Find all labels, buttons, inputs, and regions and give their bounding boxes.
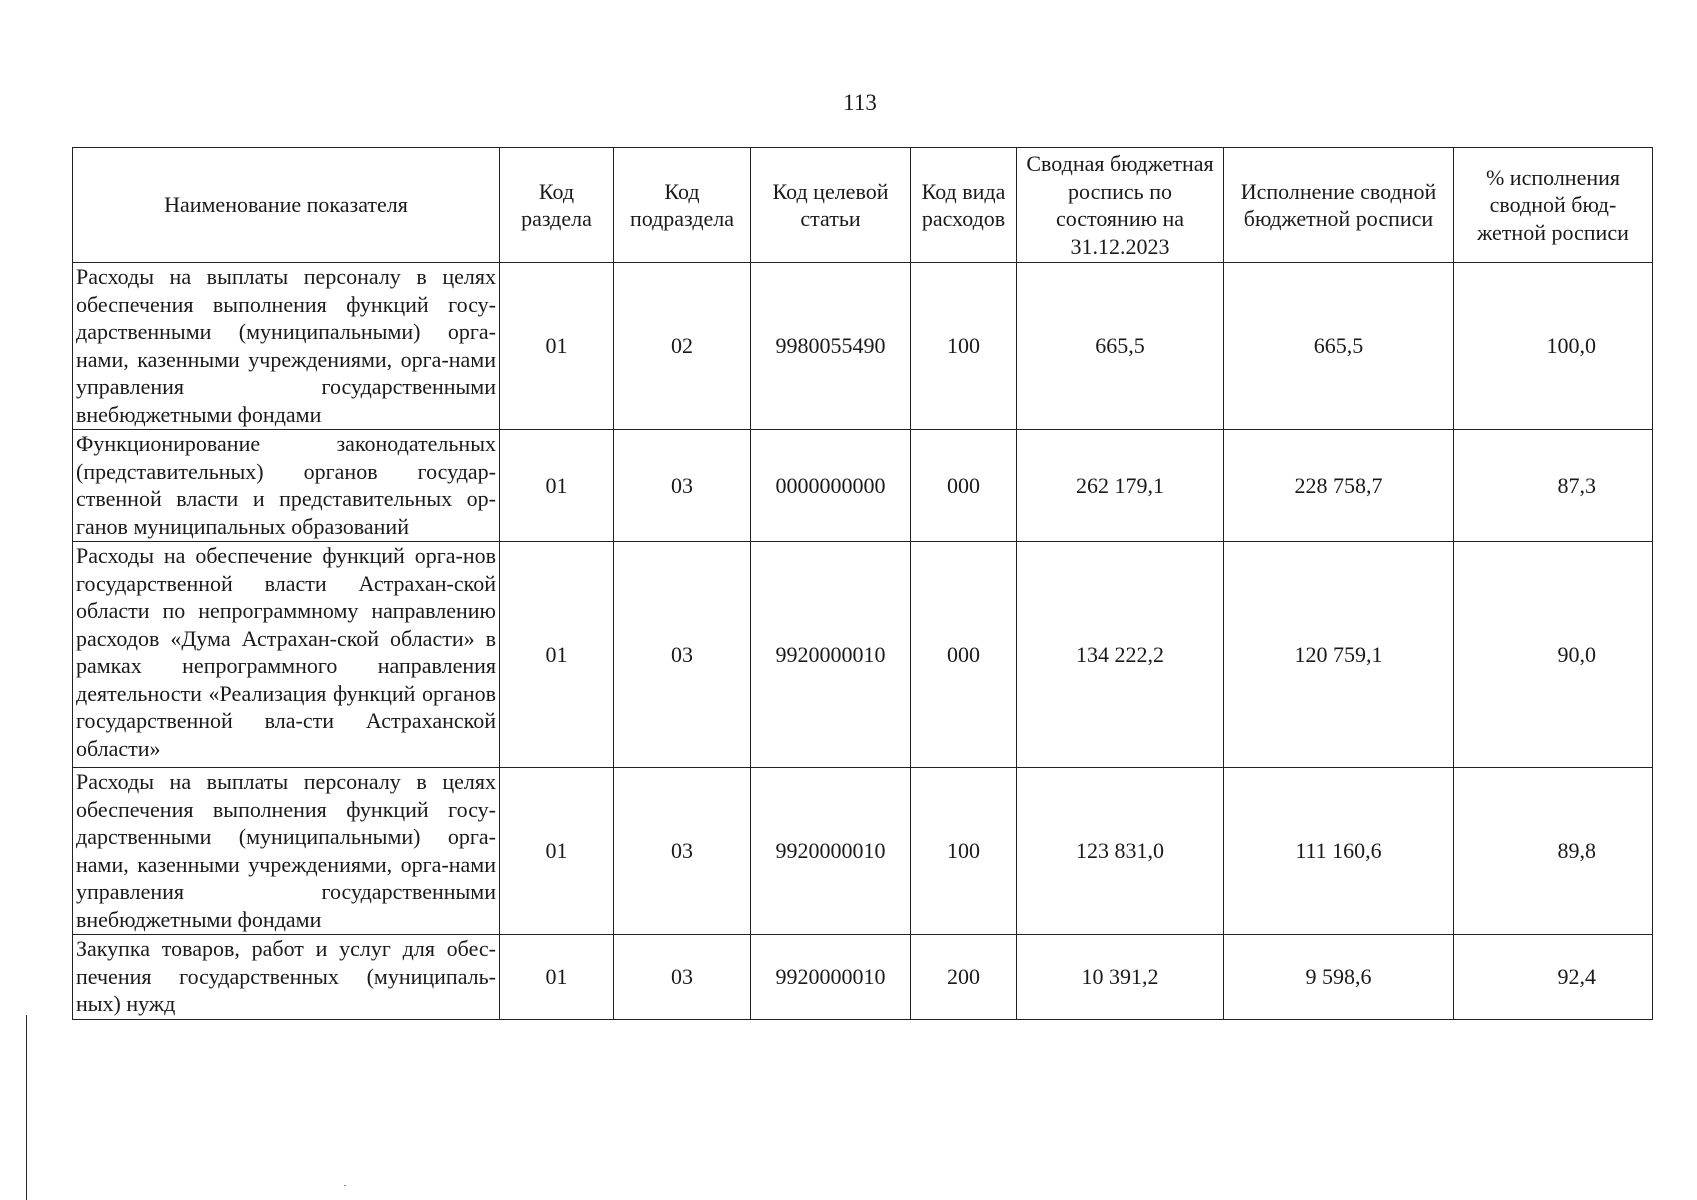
cell-cel-statya: 9920000010: [751, 768, 911, 935]
header-procent: % исполнения сводной бюд-жетной росписи: [1454, 148, 1653, 263]
scan-edge-line: [26, 1015, 27, 1200]
cell-ispolnenie: 120 759,1: [1224, 542, 1454, 768]
header-ispolnenie: Исполнение сводной бюджетной росписи: [1224, 148, 1454, 263]
cell-cel-statya: 0000000000: [751, 430, 911, 542]
header-svodnaya: Сводная бюджетная роспись по состоянию на 31.12.2023: [1017, 148, 1224, 263]
cell-ispolnenie: 228 758,7: [1224, 430, 1454, 542]
scan-speck: [344, 1185, 346, 1186]
header-podrazdel: Код подраздела: [614, 148, 751, 263]
cell-cel-statya: 9920000010: [751, 935, 911, 1020]
cell-vid-rashodov: 100: [911, 263, 1017, 430]
cell-vid-rashodov: 000: [911, 542, 1017, 768]
cell-podrazdel: 03: [614, 542, 751, 768]
cell-razdel: 01: [500, 430, 614, 542]
cell-vid-rashodov: 000: [911, 430, 1017, 542]
cell-ispolnenie: 111 160,6: [1224, 768, 1454, 935]
cell-name: Расходы на выплаты персоналу в целях обеспечения выполнения функций госу-дарственными (муниципальными) орга-нами, казенными учреждениями, орга-нами управления государственными внебюджетными фондами: [73, 263, 500, 430]
cell-procent: 92,4: [1454, 935, 1653, 1020]
cell-podrazdel: 03: [614, 935, 751, 1020]
cell-podrazdel: 02: [614, 263, 751, 430]
cell-razdel: 01: [500, 263, 614, 430]
cell-vid-rashodov: 100: [911, 768, 1017, 935]
cell-name: Функционирование законодательных (представительных) органов государ-ственной власти и представительных ор-ганов муниципальных образований: [73, 430, 500, 542]
cell-svodnaya: 10 391,2: [1017, 935, 1224, 1020]
table-row: [73, 263, 1653, 430]
cell-svodnaya: 123 831,0: [1017, 768, 1224, 935]
cell-cel-statya: 9920000010: [751, 542, 911, 768]
cell-razdel: 01: [500, 542, 614, 768]
cell-procent: 87,3: [1454, 430, 1653, 542]
cell-razdel: 01: [500, 935, 614, 1020]
budget-table: [72, 147, 1653, 1020]
cell-procent: 100,0: [1454, 263, 1653, 430]
header-razdel: Код раздела: [500, 148, 614, 263]
header-name: Наименование показателя: [73, 148, 500, 263]
table-row: [73, 768, 1653, 935]
table-row: [73, 542, 1653, 768]
header-cel-statya: Код целевой статьи: [751, 148, 911, 263]
table-row: [73, 935, 1653, 1020]
cell-svodnaya: 134 222,2: [1017, 542, 1224, 768]
cell-procent: 90,0: [1454, 542, 1653, 768]
cell-svodnaya: 665,5: [1017, 263, 1224, 430]
page-number: 113: [843, 90, 877, 115]
cell-cel-statya: 9980055490: [751, 263, 911, 430]
cell-podrazdel: 03: [614, 768, 751, 935]
cell-procent: 89,8: [1454, 768, 1653, 935]
cell-podrazdel: 03: [614, 430, 751, 542]
cell-name: Закупка товаров, работ и услуг для обес-печения государственных (муниципаль-ных) нужд: [73, 935, 500, 1020]
cell-vid-rashodov: 200: [911, 935, 1017, 1020]
cell-svodnaya: 262 179,1: [1017, 430, 1224, 542]
table-row: [73, 430, 1653, 542]
cell-ispolnenie: 9 598,6: [1224, 935, 1454, 1020]
cell-razdel: 01: [500, 768, 614, 935]
header-vid-rashodov: Код вида расходов: [911, 148, 1017, 263]
cell-ispolnenie: 665,5: [1224, 263, 1454, 430]
cell-name: Расходы на выплаты персоналу в целях обеспечения выполнения функций госу-дарственными (муниципальными) орга-нами, казенными учреждениями, орга-нами управления государственными внебюджетными фондами: [73, 768, 500, 935]
header-row: [73, 148, 1653, 263]
cell-name: Расходы на обеспечение функций орга-нов государственной власти Астрахан-ской области по непрограммному направлению расходов «Дума Астрахан-ской области» в рамках непрограммного направления деятельности «Реализация функций органов государственной вла-сти Астраханской области»: [73, 542, 500, 768]
